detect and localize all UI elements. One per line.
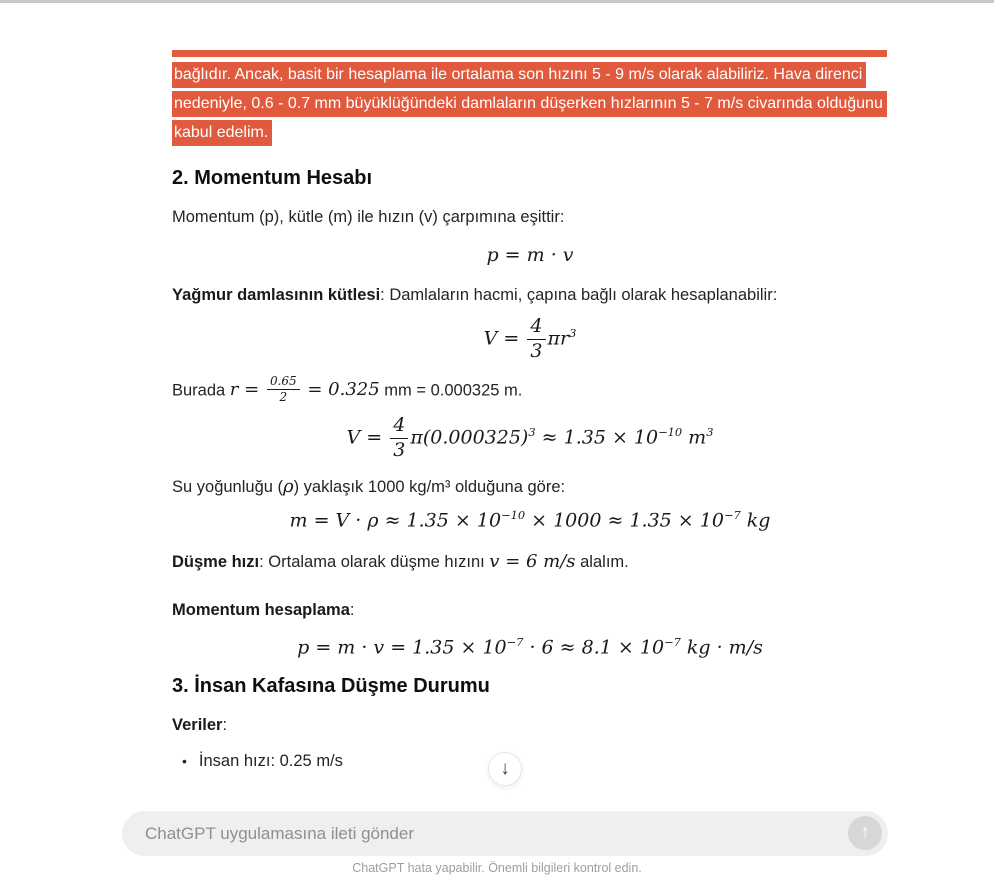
highlight-cutoff-line xyxy=(172,50,887,57)
disclaimer-text: ChatGPT hata yapabilir. Önemli bilgileri kontrol edin. xyxy=(352,861,642,875)
formula-text: ≈ 1.35 × 10 xyxy=(535,426,659,449)
formula-text: kg xyxy=(740,509,771,532)
highlight-line xyxy=(172,89,888,118)
paragraph-text: Burada xyxy=(172,380,230,399)
paragraph-text: : xyxy=(349,601,355,620)
paragraph-momentum-definition: Momentum (p), kütle (m) ile hızın (v) çarpımına eşittir: xyxy=(172,208,565,226)
list-item xyxy=(182,748,888,774)
bold-label: Momentum hesaplama xyxy=(172,601,350,620)
formula-text: r = xyxy=(229,378,265,400)
inline-math: v = 6 m/s xyxy=(489,551,576,573)
bold-label: Veriler xyxy=(172,715,223,734)
highlighted-text-block xyxy=(172,50,888,147)
fraction xyxy=(527,316,545,363)
formula-text: × 1000 ≈ 1.35 × 10 xyxy=(525,509,724,532)
inline-math xyxy=(229,373,380,405)
paragraph-text: Su yoğunluğu ( xyxy=(172,477,283,496)
formula-text: V = xyxy=(483,327,526,350)
message-input[interactable] xyxy=(122,811,888,856)
formula-exponent: 3 xyxy=(706,425,714,440)
fraction xyxy=(267,375,300,406)
window-top-strip xyxy=(0,0,994,3)
paragraph-droplet-mass xyxy=(172,282,888,308)
formula-text: m xyxy=(682,426,707,449)
heading-momentum-hesabi: 2. Momentum Hesabı xyxy=(172,167,373,189)
fraction-numerator: 4 xyxy=(390,415,408,439)
heading-insan-kafasina-dusme: 3. İnsan Kafasına Düşme Durumu xyxy=(172,674,490,697)
formula-text: = 0.325 xyxy=(301,378,380,400)
formula-exponent: −7 xyxy=(506,635,524,650)
paragraph-text: : Damlaların hacmi, çapına bağlı olarak hesaplanabilir: xyxy=(380,286,778,304)
formula-volume-calculation xyxy=(172,415,888,462)
inline-math: ρ xyxy=(283,475,294,497)
formula-text: · 6 ≈ 8.1 × 10 xyxy=(523,636,665,659)
formula-volume xyxy=(172,316,888,363)
fraction xyxy=(390,415,408,462)
paragraph-text: : Ortalama olarak düşme hızını xyxy=(259,553,490,572)
paragraph-fall-speed xyxy=(172,549,888,575)
highlight-line xyxy=(172,118,888,147)
paragraph-text: alalım. xyxy=(575,553,629,572)
scroll-to-bottom-button[interactable] xyxy=(488,752,522,786)
paragraph-text: : xyxy=(222,715,228,734)
formula-exponent: −7 xyxy=(723,507,741,522)
formula-text: π(0.000325) xyxy=(410,426,529,449)
fraction-denominator: 3 xyxy=(393,439,406,462)
paragraph-momentum-calc-label xyxy=(172,597,888,623)
send-button[interactable] xyxy=(848,816,882,850)
formula-text: p = m · v xyxy=(486,244,574,266)
fraction-numerator: 0.65 xyxy=(267,375,300,391)
formula-text: m = V · ρ ≈ 1.35 × 10 xyxy=(289,509,502,532)
highlight-line-text: bağlıdır. Ancak, basit bir hesaplama ile ortalama son hızını 5 - 9 m/s olarak alabiliriz. Hava direnci xyxy=(172,62,866,88)
fraction-denominator: 3 xyxy=(530,339,543,362)
formula-text: kg · m/s xyxy=(680,636,763,659)
formula-exponent: 3 xyxy=(569,326,577,341)
highlight-line-text: kabul edelim. xyxy=(172,120,272,146)
highlight-line-text: nedeniyle, 0.6 - 0.7 mm büyüklüğündeki damlaların düşerken hızlarının 5 - 7 m/s civarında olduğunu xyxy=(172,91,887,117)
formula-text: V = xyxy=(346,426,389,449)
formula-text: p = m · v = 1.35 × 10 xyxy=(297,636,507,659)
formula-momentum-definition xyxy=(172,244,888,266)
formula-exponent: −7 xyxy=(664,635,681,650)
formula-exponent: −10 xyxy=(658,425,683,440)
paragraph-water-density xyxy=(172,474,888,500)
formula-exponent: 3 xyxy=(528,425,536,440)
highlight-line xyxy=(172,60,888,89)
bold-label: Yağmur damlasının kütlesi xyxy=(172,286,381,304)
paragraph-text: ) yaklaşık 1000 kg/m³ olduğuna göre: xyxy=(293,477,566,496)
bullet-icon: • xyxy=(182,752,187,769)
formula-text: πr xyxy=(547,327,570,350)
formula-mass-calculation xyxy=(172,508,888,531)
arrow-down-icon: ↓ xyxy=(500,758,510,779)
fraction-numerator: 4 xyxy=(527,316,545,340)
composer-bar[interactable] xyxy=(122,811,888,856)
formula-exponent: −10 xyxy=(501,507,526,522)
arrow-up-icon: ↑ xyxy=(860,822,870,843)
paragraph-veriler xyxy=(172,712,888,738)
bold-label: Düşme hızı xyxy=(172,553,260,572)
paragraph-burada-radius xyxy=(172,375,888,406)
paragraph-text: mm = 0.000325 m. xyxy=(379,380,523,399)
assistant-message xyxy=(172,50,888,774)
formula-momentum-calculation xyxy=(172,635,888,658)
list-item-text: İnsan hızı: 0.25 m/s xyxy=(198,751,343,770)
fraction-denominator: 2 xyxy=(279,390,288,405)
